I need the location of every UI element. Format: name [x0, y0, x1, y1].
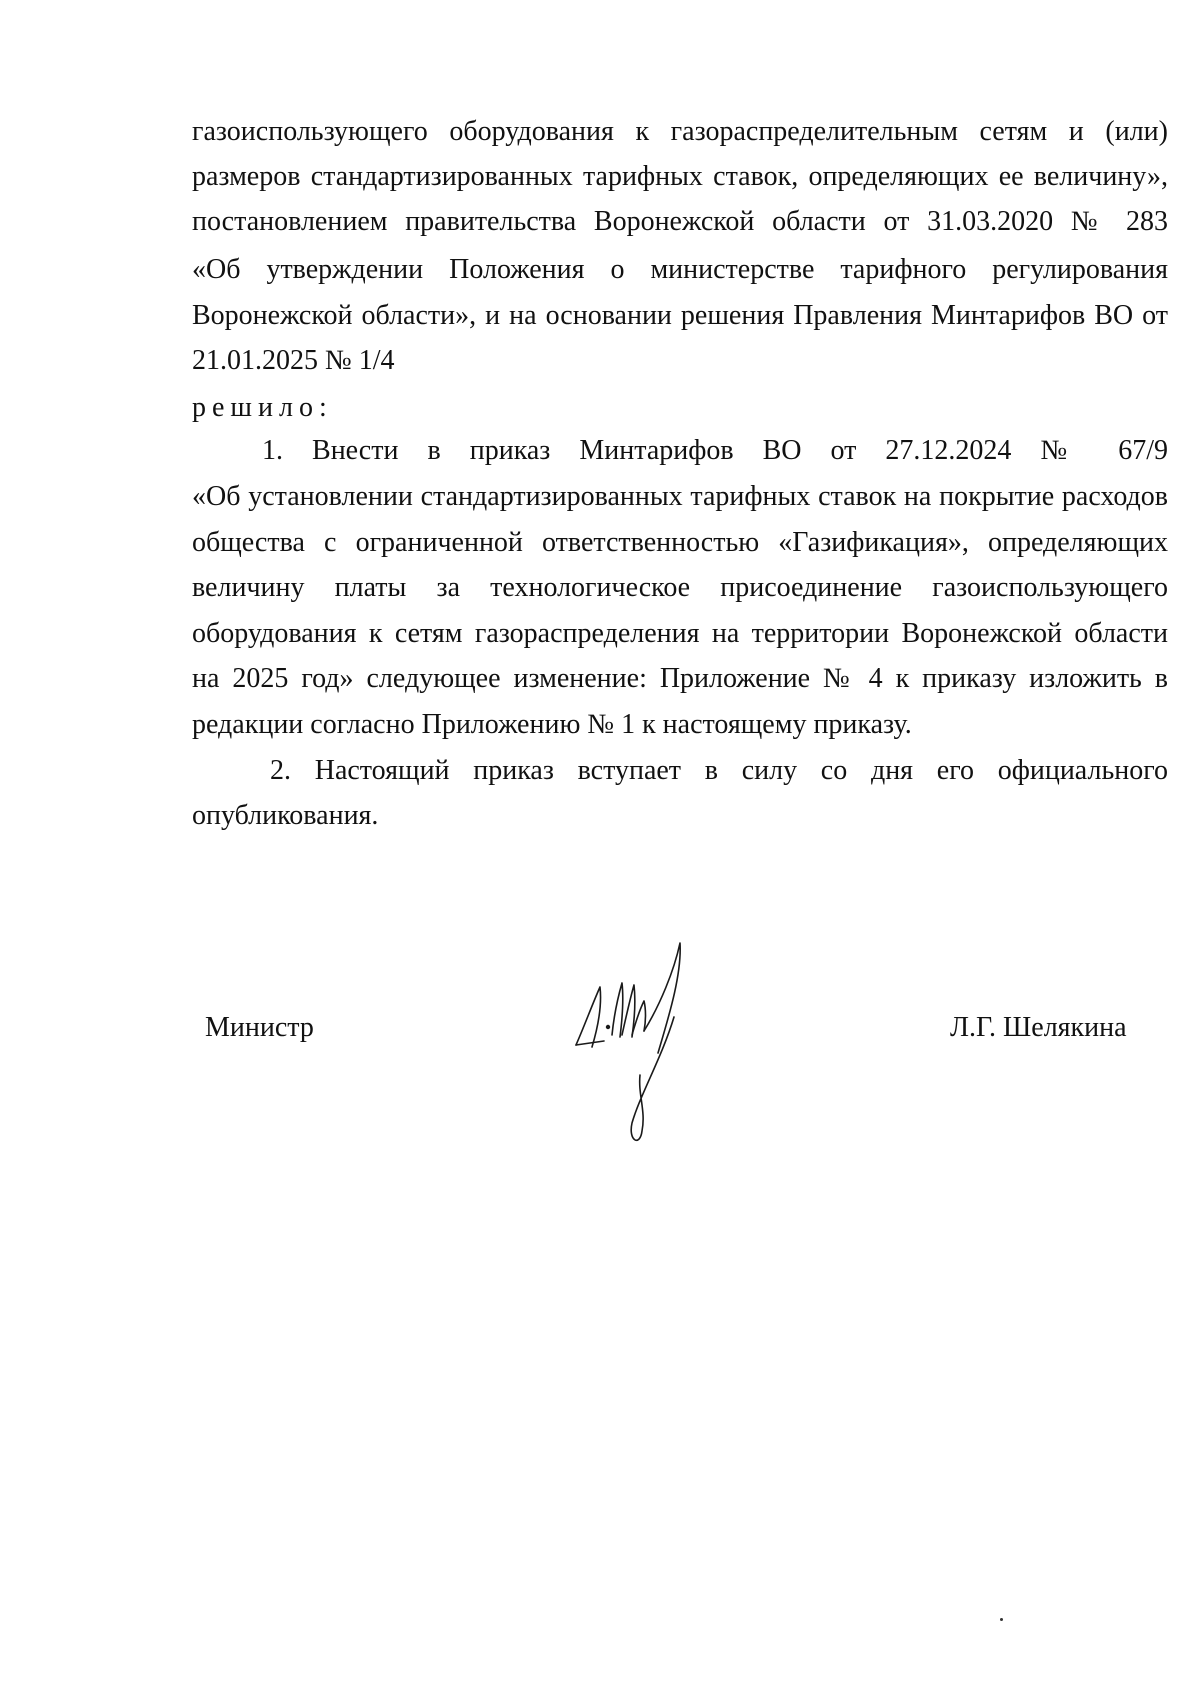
preamble-line-3: постановлением правительства Воронежской области от 31.03.2020 № 283 [192, 206, 1168, 237]
item1-line-4: величину платы за технологическое присоединение газоиспользующего [192, 572, 1168, 603]
handwritten-signature [570, 935, 710, 1155]
preamble-line-1: газоиспользующего оборудования к газораспределительным сетям и (или) [192, 116, 1168, 147]
signer-position: Министр [205, 1012, 314, 1043]
item1-line-3: общества с ограниченной ответственностью «Газификация», определяющих [192, 527, 1168, 558]
item1-line-5: оборудования к сетям газораспределения на территории Воронежской области [192, 618, 1168, 649]
item2-line-2: опубликования. [192, 800, 379, 831]
item1-line-2: «Об установлении стандартизированных тарифных ставок на покрытие расходов [192, 481, 1168, 512]
item1-line-6: на 2025 год» следующее изменение: Приложение № 4 к приказу изложить в [192, 663, 1168, 694]
preamble-line-5: Воронежской области», и на основании решения Правления Минтарифов ВО от [192, 300, 1168, 331]
preamble-line-4: «Об утверждении Положения о министерстве тарифного регулирования [192, 254, 1168, 285]
signer-name: Л.Г. Шелякина [950, 1012, 1127, 1043]
preamble-line-2: размеров стандартизированных тарифных ставок, определяющих ее величину», [192, 161, 1168, 192]
item2-line-1: 2. Настоящий приказ вступает в силу со дня его официального [270, 755, 1168, 786]
item1-line-1: 1. Внести в приказ Минтарифов ВО от 27.12.2024 № 67/9 [262, 435, 1168, 466]
item1-line-7: редакции согласно Приложению № 1 к настоящему приказу. [192, 709, 912, 740]
preamble-line-6: 21.01.2025 № 1/4 [192, 345, 395, 376]
scan-speck [1000, 1618, 1003, 1621]
decided-label: решило: [192, 392, 333, 423]
